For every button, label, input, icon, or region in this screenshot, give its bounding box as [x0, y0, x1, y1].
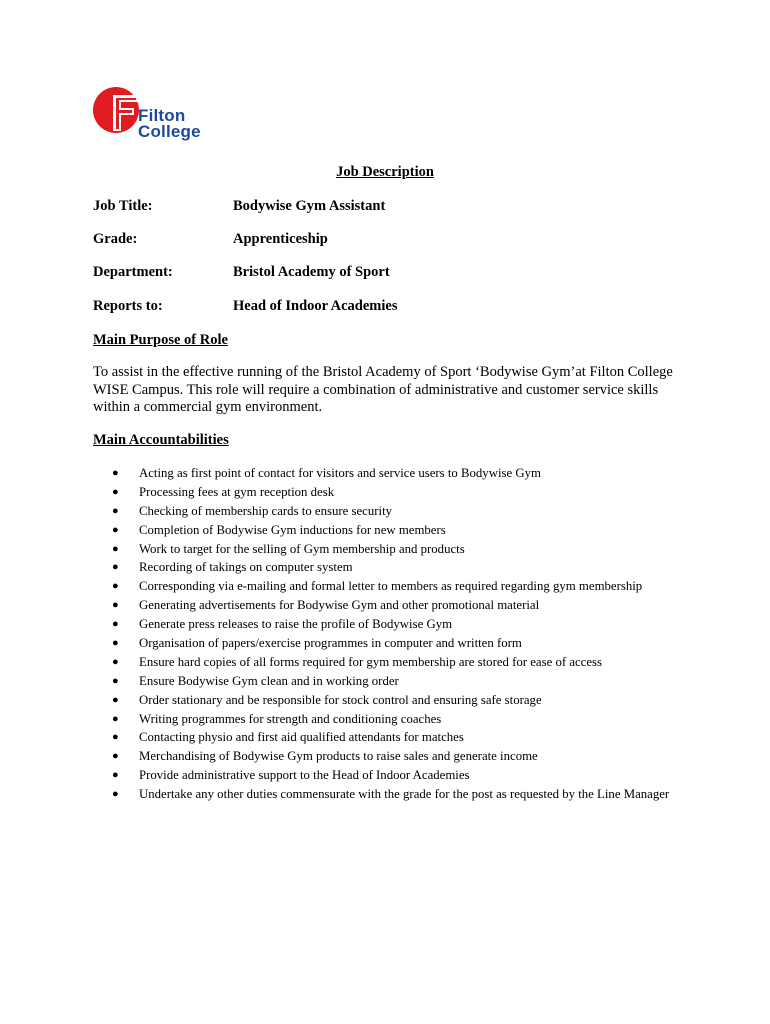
list-item: ● Generate press releases to raise the profile of Bodywise Gym — [112, 617, 453, 632]
logo-line-2: College — [138, 122, 201, 141]
bullet-icon: ● — [112, 542, 119, 555]
filton-college-logo — [92, 86, 232, 150]
field-value: Apprenticeship — [233, 231, 328, 247]
field-label: Reports to: — [93, 298, 163, 314]
list-item: ● Merchandising of Bodywise Gym products to raise sales and generate income — [112, 749, 538, 764]
bullet-icon: ● — [112, 485, 119, 498]
main-purpose-heading: Main Purpose of Role — [93, 332, 228, 348]
list-item: ● Provide administrative support to the Head of Indoor Academies — [112, 768, 470, 783]
list-item: ● Completion of Bodywise Gym inductions for new members — [112, 522, 446, 537]
bullet-icon: ● — [112, 655, 119, 668]
list-item: ● Ensure Bodywise Gym clean and in working order — [112, 673, 399, 688]
document-title: Job Description — [336, 164, 434, 180]
logo-wordmark — [138, 108, 201, 140]
bullet-icon: ● — [112, 788, 119, 801]
bullet-icon: ● — [112, 693, 119, 706]
bullet-icon: ● — [112, 599, 119, 612]
bullet-icon: ● — [112, 467, 119, 479]
list-item: ● Undertake any other duties commensurate with the grade for the post as requested by the Line Manager — [112, 787, 670, 802]
bullet-icon: ● — [112, 618, 119, 631]
list-item: ● Processing fees at gym reception desk — [112, 484, 335, 499]
list-item: ● Recording of takings on computer system — [112, 560, 353, 575]
field-value: Bodywise Gym Assistant — [233, 198, 386, 214]
main-accountabilities-heading: Main Accountabilities — [93, 432, 229, 448]
logo-line-1: Filton — [138, 106, 186, 125]
list-item: ● Writing programmes for strength and conditioning coaches — [112, 711, 442, 726]
field-label: Job Title: — [93, 198, 153, 214]
bullet-icon: ● — [112, 674, 119, 687]
bullet-icon: ● — [112, 712, 119, 725]
field-label: Grade: — [93, 231, 138, 247]
field-label: Department: — [93, 264, 173, 280]
list-item: ● Contacting physio and first aid qualified attendants for matches — [112, 730, 464, 745]
bullet-icon: ● — [112, 750, 119, 763]
bullet-icon: ● — [112, 523, 119, 536]
bullet-icon: ● — [112, 561, 119, 574]
list-item: ● Order stationary and be responsible for stock control and ensuring safe storage — [112, 692, 542, 707]
list-item: ● Work to target for the selling of Gym membership and products — [112, 541, 465, 556]
bullet-icon: ● — [112, 731, 119, 744]
field-value: Bristol Academy of Sport — [233, 264, 390, 280]
bullet-icon: ● — [112, 504, 119, 517]
field-value: Head of Indoor Academies — [233, 298, 398, 314]
accountabilities-list — [112, 465, 682, 805]
bullet-icon: ● — [112, 769, 119, 782]
list-item: ● Checking of membership cards to ensure security — [112, 503, 393, 518]
list-item: ● Ensure hard copies of all forms required for gym membership are stored for ease of access — [112, 654, 602, 669]
bullet-icon: ● — [112, 580, 119, 593]
list-item: ● Acting as first point of contact for visitors and service users to Bodywise Gym — [112, 466, 541, 480]
list-item: ● Generating advertisements for Bodywise Gym and other promotional material — [112, 598, 540, 613]
main-purpose-text: To assist in the effective running of the Bristol Academy of Sport ‘Bodywise Gym’at Filton College WISE Campus. This role will require a combination of administrative and customer service skills within a commercial gym environment. — [93, 364, 673, 415]
bullet-icon: ● — [112, 637, 119, 650]
list-item: ● Corresponding via e-mailing and formal letter to members as required regarding gym membership — [112, 579, 643, 594]
list-item: ● Organisation of papers/exercise programmes in computer and written form — [112, 636, 522, 651]
